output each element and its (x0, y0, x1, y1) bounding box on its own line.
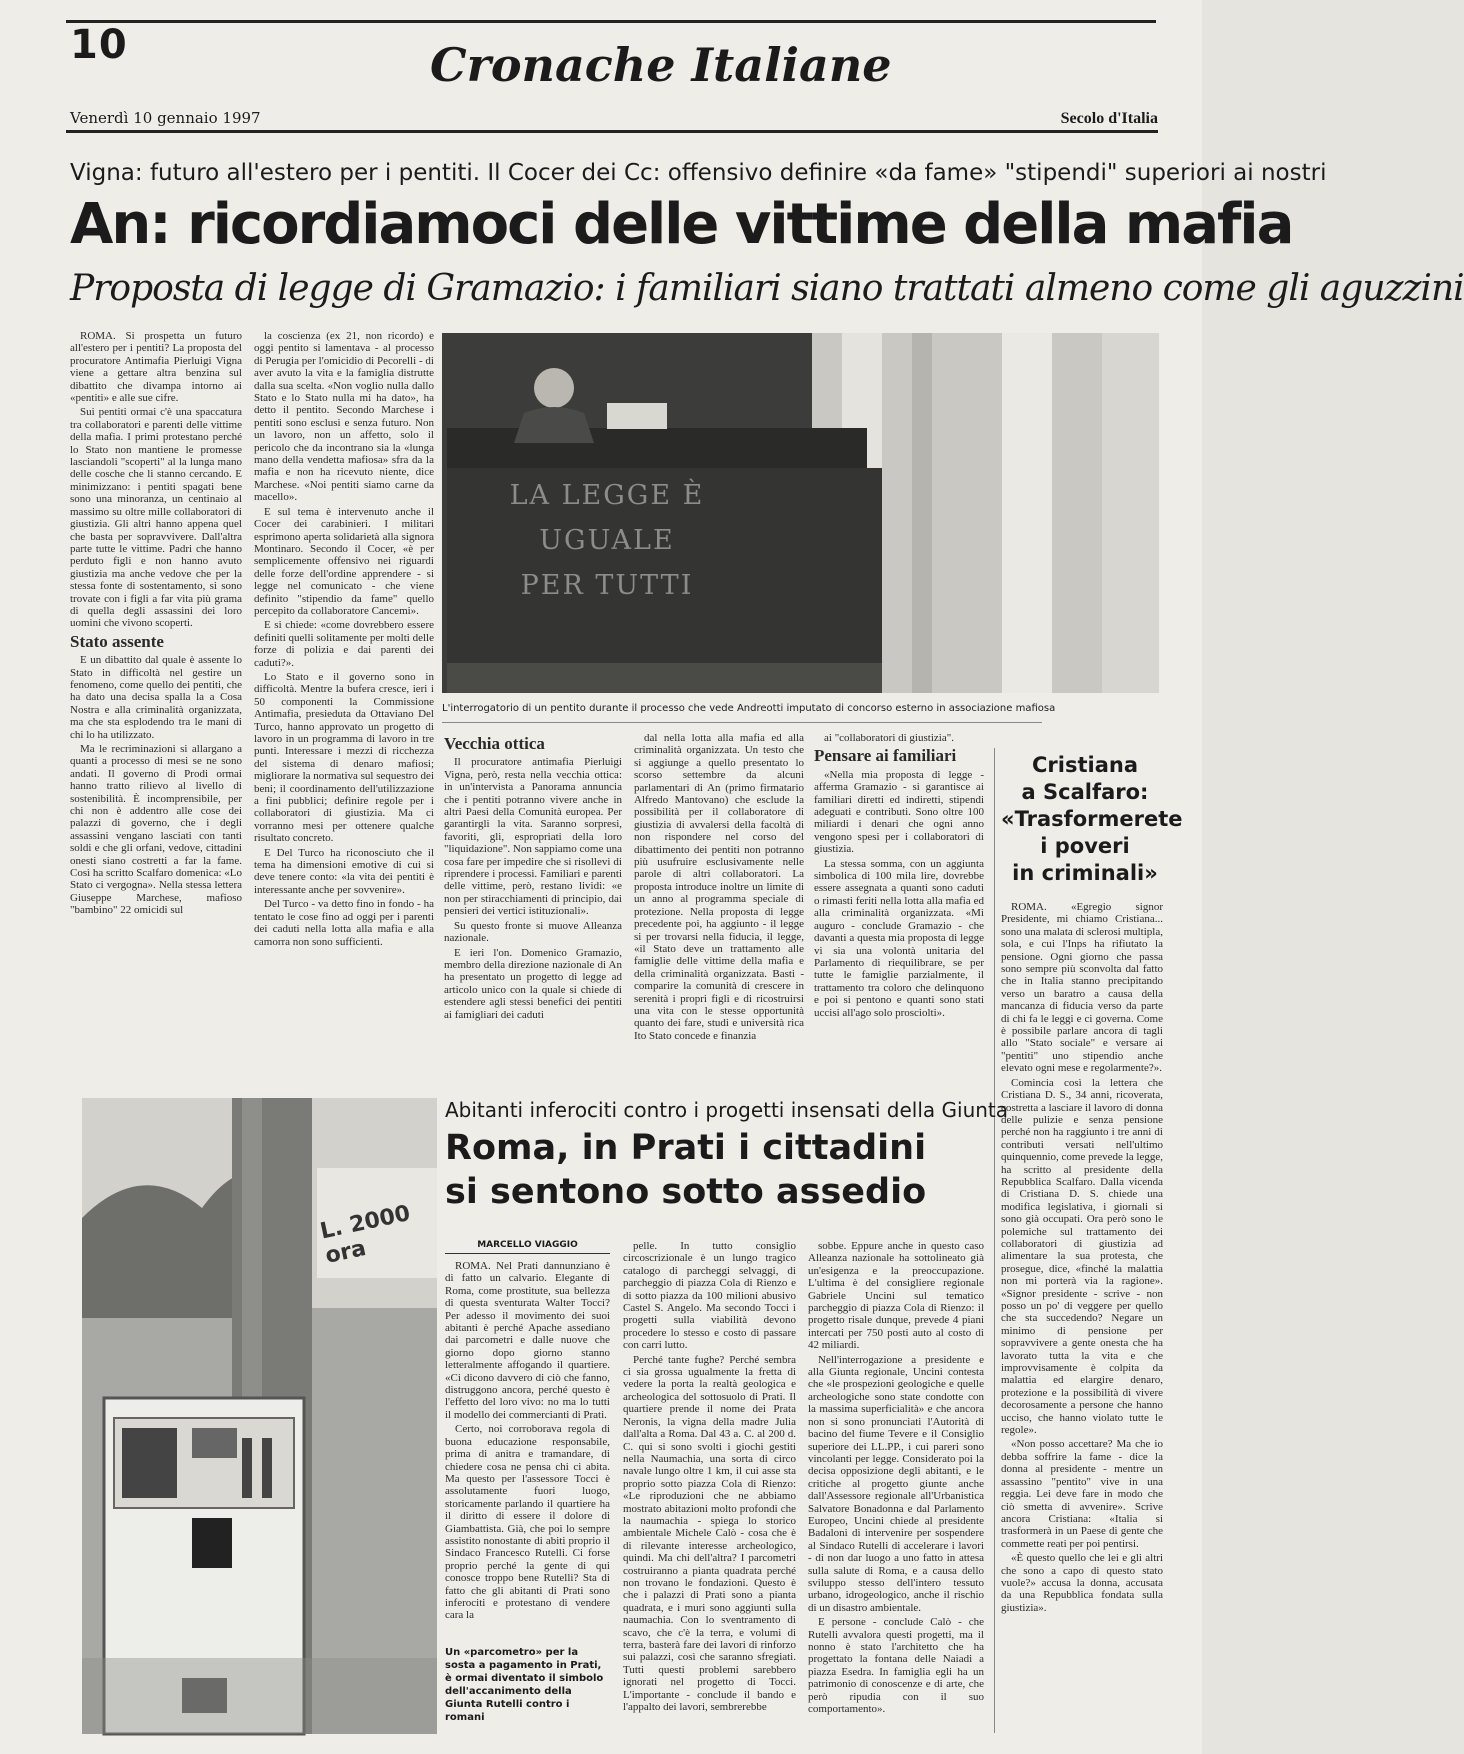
second-column-2 (623, 1240, 796, 1734)
parking-meter-photo-art (82, 1098, 437, 1734)
paragraph: ai "collaboratori di giustizia". (824, 732, 954, 744)
second-headline (445, 1126, 985, 1214)
paragraph: Certo, noi corroborava regola di buona educazione responsabile, prima di anitra e tramandare, di chiedere cosa ne pensa chi ci abita. Ma questo per l'assessore Tocci è assolutamente fuori luogo, storicamente parlando il quartiere ha il diritto di essere il dolore di Giambattista. Già, che poi lo sempre assistito nonostante di abiti proprio il Sindaco Francesco Rutelli. Ci forse proprio perché la gente di qui conosce troppo bene Rutelli? Sta di fatto che gli abitanti di Prati sono inferociti e protestano di vendere cara la (445, 1423, 610, 1622)
paragraph: E ieri l'on. Domenico Gramazio, membro della direzione nazionale di An ha presentato un progetto di legge ad articolo unico con la quale si chiede di estendere agli stessi benefici dei pentiti ai famigliari dei caduti (444, 946, 622, 1021)
paragraph: la coscienza (ex 21, non ricordo) e oggi pentito si lamentava - al processo di Perugia per l'omicidio di Pecorelli - di aver avuto la vita e la famiglia distrutte dalla sua scelta. «Non voglio nulla dallo Stato e lo Stato nulla mi ha dato», ha detto il pentito. Secondo Marchese i pentiti sono esclusi e senza futuro. Non un lavoro, non un affetto, solo il pericolo che da incontrano sia la «lunga mano della vendetta mafiosa» sfra da la mafia e non ha ricevuto niente, dice Marchese. «Noi pentiti siamo carne da macello». (254, 330, 434, 504)
main-column-3 (444, 732, 622, 1077)
courtroom-photo-caption: L'interrogatorio di un pentito durante il processo che vede Andreotti imputato di concorso esterno in associazione mafiosa (442, 703, 1056, 714)
subhead-vecchia-ottica: Vecchia ottica (444, 734, 545, 753)
caption-rule (442, 722, 1042, 723)
dateline: Venerdì 10 gennaio 1997 (70, 109, 261, 127)
paragraph: E persone - conclude Calò - che Rutelli avvalora questi progetti, ma il nonno è stato l'architetto che ha progettato la fontana delle Naiadi a piazza Esedra. In famiglia egli ha un patrimonio di conoscenze e di arte, che però ripudia con il suo comportamento». (808, 1616, 984, 1716)
sidebar-title-line: a Scalfaro: (1021, 780, 1149, 804)
paragraph: Su questo fronte si muove Alleanza nazionale. (444, 919, 622, 945)
paragraph: sobbe. Eppure anche in questo caso Alleanza nazionale ha sottolineato già un'esigenza e la preoccupazione. L'ultima è del consigliere regionale Gabriele Uncini sul tematico parcheggio di piazza Cola di Rienzo: il progetto risale dunque, prevede 4 piani intercati per 750 posti auto al costo di 42 miliardi. (808, 1240, 984, 1352)
paragraph: E Del Turco ha riconosciuto che il tema ha dimensioni emotive di cui si deve tenere conto: «la vita dei pentiti è interessante anche per sovvenire». (254, 846, 434, 896)
sidebar-title (1001, 752, 1183, 887)
paragraph: ROMA. Si prospetta un futuro all'estero per i pentiti? La proposta del procuratore Antimafia Pierluigi Vigna viene a gettare altra benzina sul dibattito che divampa intorno ai «pentiti» e alle sue cifre. (70, 330, 242, 405)
courtroom-photo (442, 333, 1159, 693)
second-headline-line: Roma, in Prati i cittadini (445, 1128, 927, 1168)
paragraph: pelle. In tutto consiglio circoscrizionale è un lungo tragico catalogo di parcheggi selvaggi, di parcheggio di piazza Cola di Rienzo e di sotto piazza da 100 milioni abusivo Castel S. Angelo. Ma secondo Tocci i progetti sulla viabilità devono procedere lo stesso e costo di passare con carri lutto. (623, 1240, 796, 1352)
paragraph: «Nella mia proposta di legge - afferma Gramazio - si garantisce ai familiari diretti ed indiretti, stipendi adeguati e contributi. Sono oltre 100 miliardi i denari che ogni anno vengono spesi per i collaboratori di giustizia. (814, 768, 984, 856)
paragraph: dal nella lotta alla mafia ed alla criminalità organizzata. Un testo che si aggiunge a quello presentato lo scorso settembre da alcuni parlamentari di An (primo firmatario Alfredo Mantovano) che esclude la possibilità per il collaboratore di giustizia di avvalersi della facoltà di non rispondere nel corso del dibattimento dei pentiti non potranno più usufruire esclusivamente nelle parole di altri collaboratori. La proposta introduce inoltre un limite di un anno al programma speciale di protezione. Nella proposta di legge precedente poi, ha aggiunto - il legge si per trovarsi nella fiducia, il legge, «il Stato deve un trattamento alle famiglie delle vittime della mafia e della criminalità organizzata. Basti - comparire la comunità di crescere in serenità i propri figli e di ricostruirsi una vita con le stesse opportunità quanto dei fare, studi e università rica Ito Stato concede e finanzia (634, 732, 804, 1042)
header-rule (66, 130, 1158, 133)
byline: MARCELLO VIAGGIO (445, 1240, 610, 1254)
paragraph: ROMA. Nel Prati dannunziano è di fatto un calvario. Elegante di Roma, come prostitute, sua bellezza di questa sventurata Walter Tocci? Per adesso il movimento dei suoi abitanti è perché Apache assediano dai parcometri e dalle nuove che giorno dopo giorno stanno letteralmente affogando il quartiere. «Ci dicono davvero di ciò che fanno, distruggono ancora, perché questo è l'effetto del loro vivo: no ma lo tutti il modello dei commercianti di Prati. (445, 1260, 610, 1421)
paragraph: Del Turco - va detto fino in fondo - ha tentato le cose fino ad oggi per i parenti dei caduti nella lotta alla mafia e alla camorra non sono sufficienti. (254, 898, 434, 948)
paragraph: Nell'interrogazione a presidente e alla Giunta regionale, Uncini contesta che «le prospezioni geologiche e quelle archeologiche sono state condotte con la massima superficialità» e che ancora non si sono pronunciati l'Autorità di bacino del fiume Tevere e il Consiglio superiore dei LL.PP., i cui pareri sono vincolanti per legge. Considerato poi la decisa opposizione degli abitanti, e le critiche al progetto giunte anche dall'Assessore regionale all'Urbanistica Salvatore Bonadonna e dal Parlamento Europeo, Uncini chiede al presidente Badaloni di intervenire per sospendere al Sindaco Rutelli di accelerare i lavori - di non dar luogo a uno fatto in attesa sulla salute di Roma, e a causa dello sviluppo stesso dell'intero tessuto urbano, idrogeologico, anche il rischio di un disastro ambientale. (808, 1353, 984, 1614)
main-deck: Proposta di legge di Gramazio: i familiari siano trattati almeno come gli aguzzini (70, 268, 1464, 309)
paragraph: «È questo quello che lei e gli altri che sono a capo di questo stato vuole?» accusa la donna, accusata da una Repubblica fondata sulla giustizia». (1001, 1552, 1163, 1614)
second-column-1 (445, 1260, 610, 1622)
subhead-pensare-ai-familiari: Pensare ai familiari (814, 746, 957, 766)
main-column-5 (814, 732, 984, 1077)
parking-meter-photo (82, 1098, 437, 1734)
paragraph: La stessa somma, con un aggiunta simbolica di 100 mila lire, dovrebbe essere assegnata a quanti sono caduti o rimasti feriti nella lotta alla mafia ed alla criminalità organizzata. «Mi auguro - conclude Gramazio - che davanti a questa mia proposta di legge vi sia una volontà unitaria del Parlamento di riequilibrare, se per tutte le famiglie parzialmente, il trattamento tra coloro che delinquono e poi si pentono e quanti sono stati uccisi all'ago solo prosciolti». (814, 857, 984, 1019)
main-column-2 (254, 330, 434, 1075)
sidebar-box (994, 748, 1183, 1733)
sidebar-title-line: «Trasformerete (1001, 807, 1183, 831)
paragraph: Sui pentiti ormai c'è una spaccatura tra collaboratori e parenti delle vittime della mafia. I primi protestano perché lo Stato non mantiene le promesse lasciandoli "scoperti" al la lunga mano delle cosche che li stanno cercando. E minimizzano: i pentiti spagati bene sono una minoranza, un centinaio al massimo su oltre mille collaboratori di giustizia. Gli altri hanno appena quel che basta per sopravvivere. Dall'altra parte tutte le vittime. Padri che hanno perduto figli e non hanno avuto giustizia ma anche vedove che per la stessa fonte di sostentamento, si sono trovate con i figli a far vita più grama di quella degli assassini dei loro uomini che vivono scoperti. (70, 406, 242, 630)
main-kicker: Vigna: futuro all'estero per i pentiti. Il Cocer dei Cc: offensivo definire «da fame» "stipendi" superiori ai nostri (70, 160, 1327, 186)
courtroom-sign: LA LEGGE È UGUALE PER TUTTI (509, 480, 705, 601)
subhead-stato-assente: Stato assente (70, 631, 164, 651)
parking-sign: L. 2000 ora (318, 1201, 413, 1269)
main-headline: An: ricordiamoci delle vittime della mafia (70, 192, 1293, 257)
top-rule (66, 20, 1156, 23)
main-column-1 (70, 330, 242, 1075)
sidebar-title-line: i poveri (1040, 834, 1130, 858)
second-column-3 (808, 1240, 984, 1734)
paragraph: E sul tema è intervenuto anche il Cocer dei carabinieri. I militari esprimono aperta solidarietà alla signora Montinaro. Secondo il Cocer, «è per semplicemente offensivo nei riguardi delle forze dell'ordine apprendere - si legge nel comunicato - che viene definito "stipendio da fame" quello percepito da collaboratore Cancemi». (254, 505, 434, 617)
paragraph: Il procuratore antimafia Pierluigi Vigna, però, resta nella vecchia ottica: in un'intervista a Panorama annuncia che i pentiti potranno vivere anche in altri Paesi della Comunità europea. Per garantirgli la vita. Saranno sorpresi, favoriti, gli, espropriati della loro "liquidazione". Non sappiamo come una cosa fare per impedire che si risollevi di riprendere i processi. Familiari e parenti delle vittime, però, restano lividi: «e non per stiracchiamenti di principio, dai pensieri dei vertici istituzionali». (444, 756, 622, 918)
main-column-4 (634, 732, 804, 1077)
parking-meter-caption: Un «parcometro» per la sosta a pagamento in Prati, è ormai diventato il simbolo dell'accanimento della Giunta Rutelli contro i romani (445, 1647, 604, 1723)
paragraph: Lo Stato e il governo sono in difficoltà. Mentre la bufera cresce, ieri i 50 componenti la Commissione Antimafia, presieduta da Ottaviano Del Turco, hanno approvato un progetto di lavoro in un programma di lavoro in tre punti. Interessare i mezzi di ricchezza del sistema di denaro mafiosi; migliorare la normativa sul sequestro dei beni; il coordinamento dell'utilizzazione a fini pubblici; definire regole per i collaboratori di giustizia. Ma ci vorranno mesi per ottenere qualche risultato concreto. (254, 670, 434, 845)
sidebar-title-line: in criminali» (1012, 861, 1158, 885)
paragraph: «Non posso accettare? Ma che io debba soffrire la fame - dice la donna al presidente - mentre un assassino "pentito" vive in una reggia. Lei deve fare in modo che ciò smetta di avvenire». Scrive ancora Cristiana: «Italia si trasformerà in un Paese di gente che commette reati per poi pentirsi. (1001, 1438, 1163, 1550)
masthead: Secolo d'Italia (1060, 110, 1158, 127)
second-kicker: Abitanti inferociti contro i progetti insensati della Giunta (445, 1098, 1009, 1122)
section-title: Cronache Italiane (430, 38, 892, 92)
page-number: 10 (70, 22, 128, 68)
second-headline-line: si sentono sotto assedio (445, 1172, 927, 1212)
sidebar-body (1001, 901, 1163, 1721)
paragraph: Ma le recriminazioni si allargano a quanti a processo di mesi se ne sono andati. Il governo di Prodi ormai hanno tratto rilievo al livello di sostenibilità. È incomprensibile, per chi non è addentro alle cose dei palazzi di governo, che i degli assassini vengano lasciati con tanti soldi e che gli orfani, vedove, cittadini onesti siano costretti a far la fame. Così ha scritto Scalfaro domenica: «Lo Stato ci vergogna». Nella stessa lettera Giuseppe Marchese, mafioso "bambino" 22 omicidi sul (70, 743, 242, 917)
paragraph: ROMA. «Egregio signor Presidente, mi chiamo Cristiana... sono una malata di sclerosi multipla, sola, e cui l'Inps ha rifiutato la pensione. Ogni giorno che passa sono sempre più sconvolta dal fatto che in Italia stanno precipitando verso un baratro a causa della mancanza di fiducia verso da parte di chi fa le leggi e ci governa. Come è possibile parlare ancora di tagli allo "Stato sociale" e versare ai "pentiti" uno stipendio anche elevato ogni mese e regolarmente?». (1001, 901, 1163, 1075)
paragraph: E un dibattito dal quale è assente lo Stato in difficoltà nel gestire un fenomeno, come quello dei pentiti, che ha dato una decisa spalla la a Cosa Nostra e alla criminalità organizzata, ma che sta esplodendo tra le mani di chi lo ha utilizzato. (70, 654, 242, 741)
sidebar-title-line: Cristiana (1032, 753, 1138, 777)
paragraph: Perché tante fughe? Perché sembra ci sia grossa ugualmente la fretta di vedere la porta la realtà geologica e archeologica del sottosuolo di Prati. Il quartiere prende il nome dei Prata Neronis, la vigna della madre Julia dall'alta a Roma. Dal 43 a. C. al 200 d. C. qui si sono svolti i giochi gestiti nella Naumachia, una sorta di circo navale lungo oltre 1 km, il cui asse sta proprio sotto piazza Cola di Rienzo: «Le riproduzioni che ne abbiamo mostrato abitazioni molto profondi che la naumachia - spiega lo storico ambientale Michele Calò - cosa che è di rilevante interesse archeologico, quindi. Ma chi dell'altra? I parcometri costruiranno a pianta quadrata perché non trovano le fondazioni. Questo è che i palazzi di Prati sono a pianta quadrata, e i muri sono aggiunti sulla naumachia. Con lo sventramento di scavo, che c'è la terra, e volumi di terra, basterà fare dei lavori di rinforzo sui palazzi, così che saranno sfregiati. Tutti questi problemi sarebbero ignorati nel progetto di Tocci. L'importante - conclude il bando e l'appalto dei lavori, sembrerebbe (623, 1353, 796, 1714)
paragraph: Comincia così la lettera che Cristiana D. S., 34 anni, ricoverata, costretta a lasciare il lavoro di donna delle pulizie e senza pensione perché non ha raggiunto i tre anni di contributi versati nell'ultimo quinquennio, come prevede la legge, ha scritto al presidente della Repubblica Scalfaro. Dalla vicenda di Cristiana D. S. chiede una modifica legislativa, i giornali si sono già occupati. Ora però sono le polemiche sul trattamento dei collaboratori di giustizia ad alimentare la sua protesta, che prosegue, dice, «finché la malattia non mi porterà via la ragione». «Signor presidente - scrive - non posso un po' di veggere per quello che sta succedendo? Negare un minimo di pensione per sopravvivere a gente onesta che ha lavorato tutta la vita e che improvvisamente è colpita da malattia ed elargire denaro, protezione e la possibilità di vivere decorosamente a persone che hanno ucciso, che hanno violato tutte le regole». (1001, 1076, 1163, 1437)
second-column-1-wrap (445, 1240, 610, 1622)
paragraph: E si chiede: «come dovrebbero essere definiti quelli solitamente per molti delle forze di polizia e dai parenti dei caduti?». (254, 619, 434, 669)
